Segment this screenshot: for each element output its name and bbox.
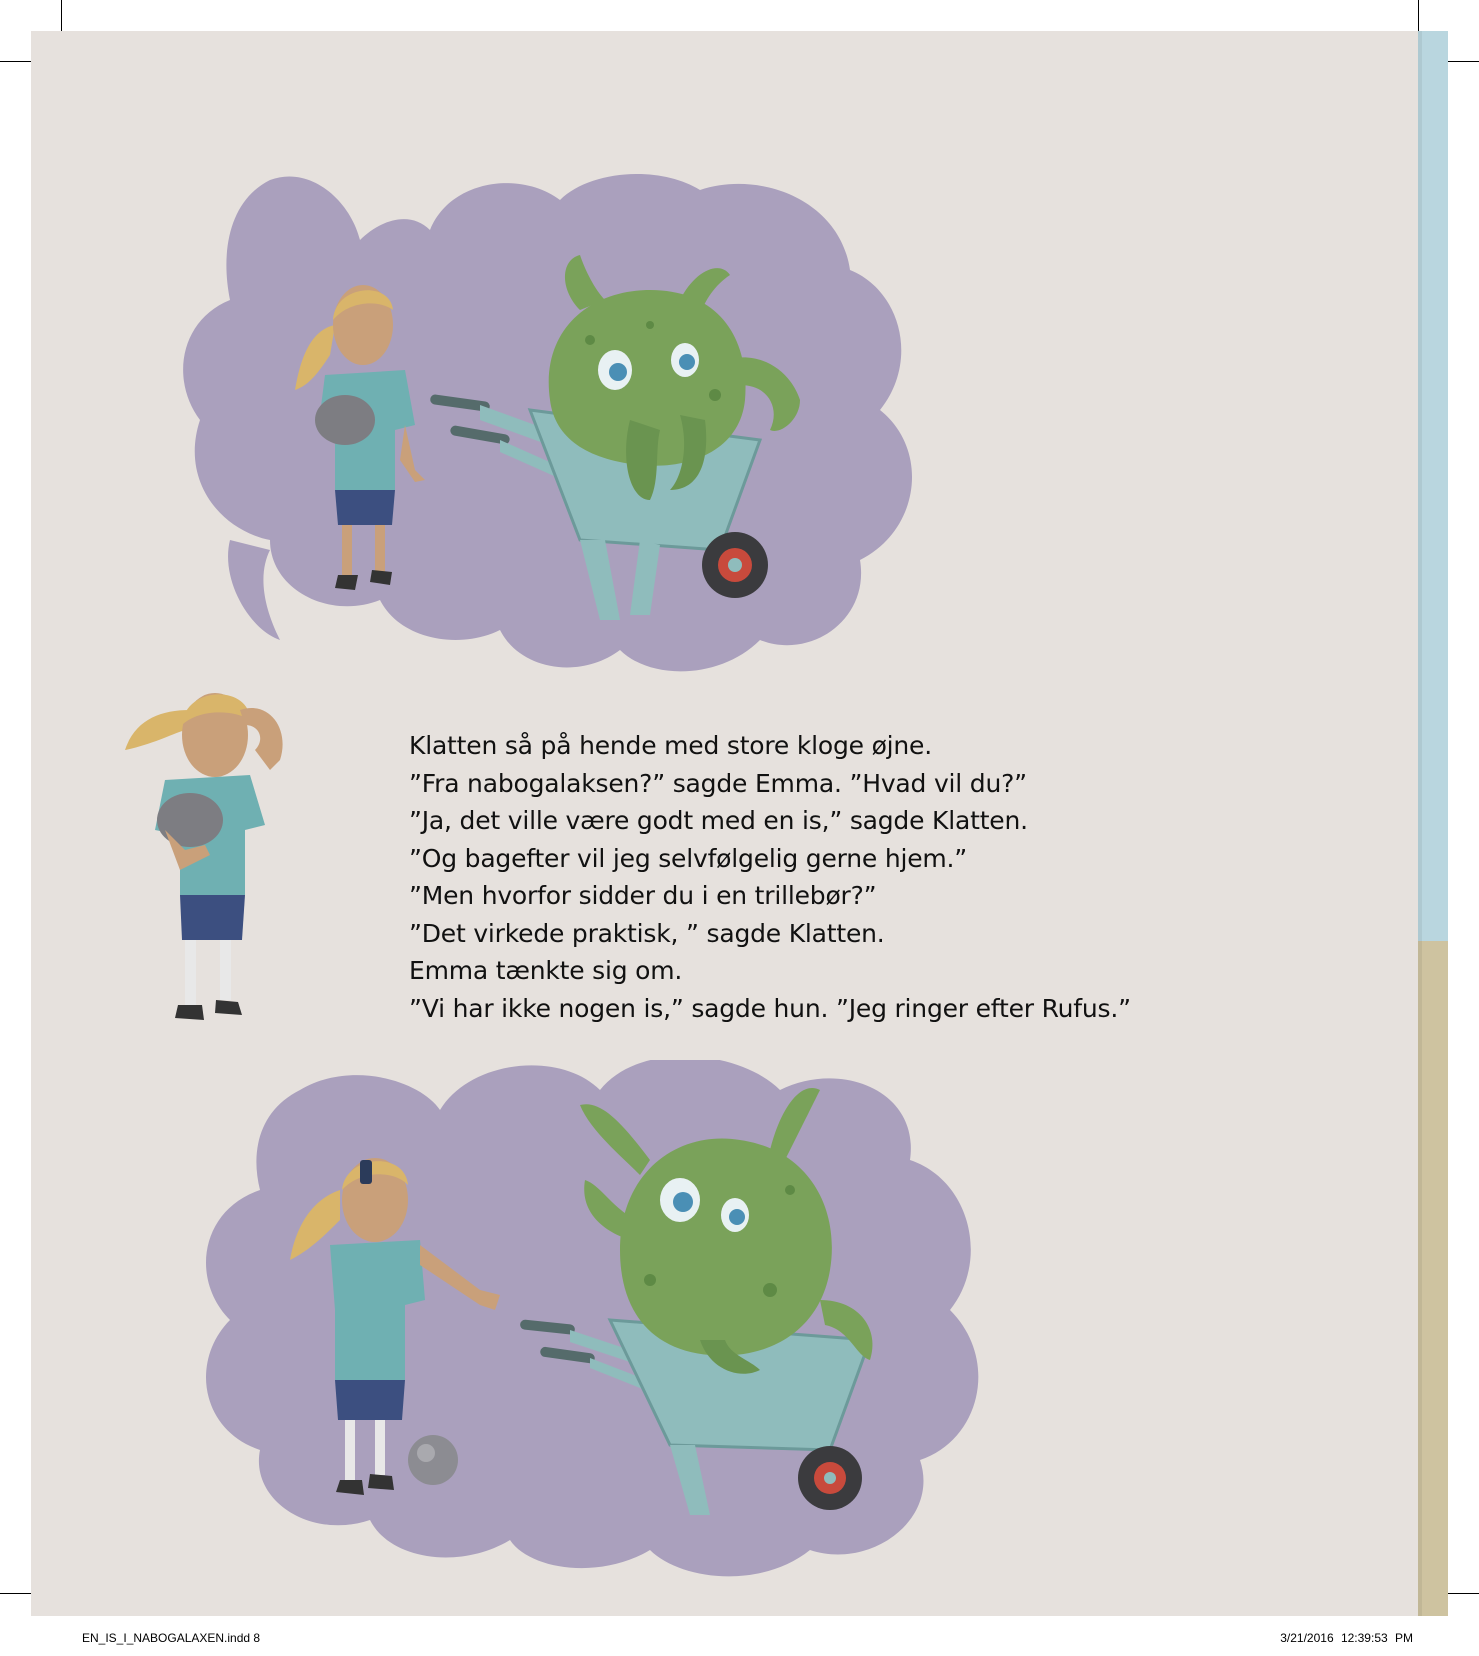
story-line: ”Vi har ikke nogen is,” sagde hun. ”Jeg ringer efter Rufus.”: [409, 993, 1131, 1023]
facing-page-wall: [1418, 941, 1448, 1616]
crop-mark: [61, 0, 62, 31]
story-text: [409, 727, 1309, 1027]
story-line: ”Ja, det ville være godt med en is,” sagde Klatten.: [409, 806, 1028, 835]
gutter-shade: [1418, 31, 1422, 1616]
slug-file-label: EN_IS_I_NABOGALAXEN.indd 8: [82, 1631, 261, 1645]
crop-mark: [0, 1593, 31, 1594]
illustration-emma-looking-at-klatten: [160, 160, 940, 720]
crop-mark: [1418, 0, 1419, 31]
slug-timestamp: 3/21/2016 12:39:53 PM: [1280, 1631, 1413, 1645]
girl-icon: [125, 693, 283, 1020]
facing-page-edge: [1418, 31, 1448, 1616]
story-line: ”Det virkede praktisk, ” sagde Klatten.: [409, 918, 885, 948]
story-line: ”Og bagefter vil jeg selvfølgelig gerne hjem.”: [409, 843, 968, 873]
story-line: ”Men hvorfor sidder du i en trillebør?”: [409, 881, 877, 910]
crop-mark: [1448, 1593, 1479, 1594]
crop-mark: [0, 61, 31, 62]
illustration-emma-thinking: [120, 670, 320, 1040]
crop-mark: [1448, 61, 1479, 62]
story-line: ”Fra nabogalaksen?” sagde Emma. ”Hvad vil du?”: [409, 768, 1027, 798]
illustration-emma-calling-rufus: [180, 1060, 1000, 1590]
ball-icon: [408, 1435, 458, 1485]
story-line: Emma tænkte sig om.: [409, 956, 683, 985]
phone-icon: [360, 1160, 372, 1184]
story-line: Klatten så på hende med store kloge øjne.: [409, 731, 932, 760]
